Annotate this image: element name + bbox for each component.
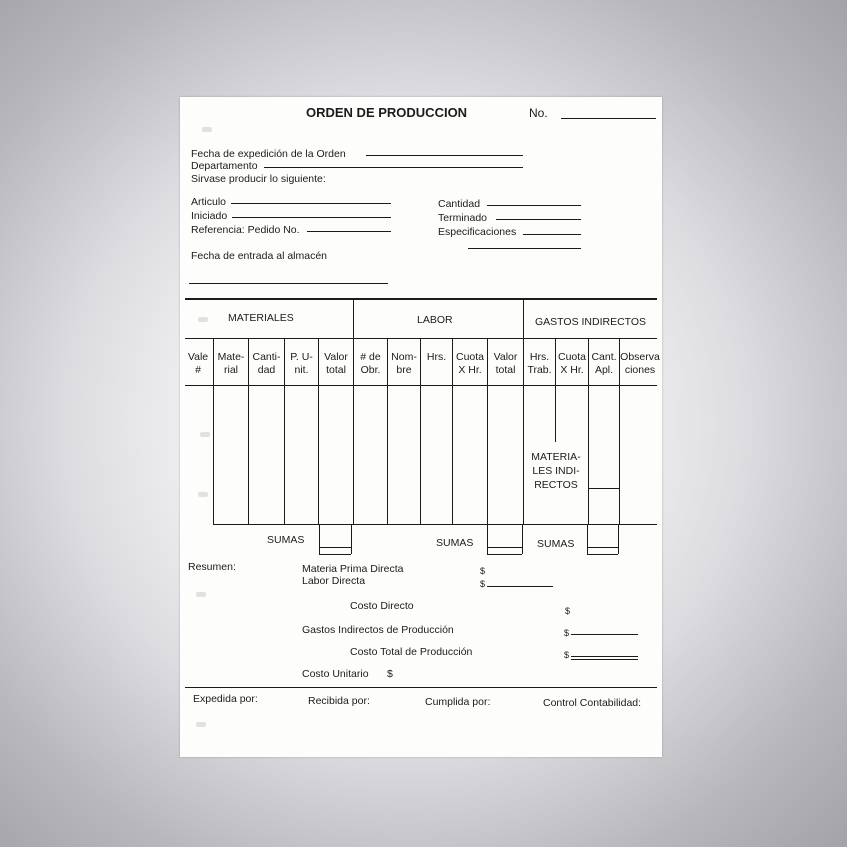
col-valor-total-labor: Valor total xyxy=(493,351,518,376)
table-bottom-border xyxy=(213,524,657,525)
cant-apl-subtotal-line xyxy=(588,488,619,489)
col-num-obr: # de Obr. xyxy=(360,351,381,376)
recibida-label: Recibida por: xyxy=(308,695,370,707)
cantidad-line xyxy=(487,205,581,206)
especificaciones-line xyxy=(523,234,581,235)
fecha-expedicion-label: Fecha de expedición de la Orden xyxy=(191,148,346,160)
terminado-line xyxy=(496,219,581,220)
departamento-label: Departamento xyxy=(191,160,258,172)
form-title: ORDEN DE PRODUCCION xyxy=(306,105,468,120)
section-divider-1 xyxy=(353,298,354,338)
col-line xyxy=(420,338,421,524)
costo-unitario-currency: $ xyxy=(387,668,393,680)
iniciado-label: Iniciado xyxy=(191,210,228,222)
articulo-line xyxy=(231,203,391,204)
sumas-box-edge xyxy=(522,524,523,554)
costo-directo-currency: $ xyxy=(565,606,571,616)
sumas-box-line xyxy=(587,547,618,548)
materiales-indirectos-label: MATERIA- LES INDI- RECTOS xyxy=(531,451,581,491)
sumas-box-line xyxy=(587,554,618,555)
margin-smudge xyxy=(202,127,212,132)
fecha-entrada-label: Fecha de entrada al almacén xyxy=(191,250,328,262)
sumas-box-line xyxy=(319,554,351,555)
sumas-box-line xyxy=(487,547,522,548)
fecha-expedicion-line xyxy=(366,155,523,156)
materia-prima-label: Materia Prima Directa xyxy=(302,563,404,575)
order-number-label: No. xyxy=(529,106,548,120)
margin-smudge xyxy=(198,317,208,322)
col-hrs-trab: Hrs. Trab. xyxy=(527,351,552,376)
sumas-box-edge xyxy=(618,524,619,554)
costo-total-double-line xyxy=(571,659,638,660)
sumas-gastos: SUMAS xyxy=(537,538,575,550)
gastos-indirectos-label: Gastos Indirectos de Producción xyxy=(302,624,454,636)
col-vale: Vale # xyxy=(187,351,209,376)
col-punit: P. U- nit. xyxy=(290,351,313,376)
sumas-box-edge xyxy=(351,524,352,554)
col-hrs: Hrs. xyxy=(426,351,447,363)
section-labor: LABOR xyxy=(417,314,453,326)
sumas-box-edge xyxy=(319,524,320,554)
iniciado-line xyxy=(232,217,391,218)
col-material: Mate- rial xyxy=(217,351,245,376)
materia-prima-currency: $ xyxy=(480,566,486,576)
costo-unitario-label: Costo Unitario xyxy=(302,668,369,680)
control-label: Control Contabilidad: xyxy=(543,697,642,709)
sumas-box-line xyxy=(487,554,522,555)
section-divider-2 xyxy=(523,298,524,338)
referencia-line xyxy=(307,231,391,232)
margin-smudge xyxy=(200,432,210,437)
costo-total-currency: $ xyxy=(564,650,570,660)
production-order-form xyxy=(180,97,662,757)
col-valor-total-materiales: Valor total xyxy=(324,351,348,376)
especificaciones-line-2 xyxy=(468,248,581,249)
footer-divider xyxy=(185,687,657,688)
labor-directa-line xyxy=(487,586,553,587)
especificaciones-label: Especificaciones xyxy=(438,226,517,238)
margin-smudge xyxy=(198,492,208,497)
labor-directa-label: Labor Directa xyxy=(302,575,366,587)
cantidad-label: Cantidad xyxy=(438,198,481,210)
sumas-box-edge xyxy=(587,524,588,554)
cumplida-label: Cumplida por: xyxy=(425,696,491,708)
departamento-line xyxy=(264,167,523,168)
gastos-indirectos-currency: $ xyxy=(564,628,570,638)
column-header-divider xyxy=(185,385,657,386)
costo-total-line xyxy=(571,656,638,657)
section-materiales: MATERIALES xyxy=(228,312,294,324)
expedida-label: Expedida por: xyxy=(193,693,258,705)
sumas-box-edge xyxy=(487,524,488,554)
order-number-line xyxy=(561,118,656,119)
sirvase-label: Sirvase producir lo siguiente: xyxy=(191,173,326,185)
sumas-box-line xyxy=(319,547,351,548)
referencia-label: Referencia: Pedido No. xyxy=(191,224,300,236)
margin-smudge xyxy=(196,592,206,597)
table-top-border xyxy=(185,298,657,300)
sumas-labor: SUMAS xyxy=(436,537,474,549)
col-cantidad: Canti- dad xyxy=(252,351,281,376)
col-cant-apl: Cant. Apl. xyxy=(591,351,617,376)
section-header-divider xyxy=(185,338,657,339)
terminado-label: Terminado xyxy=(438,212,488,224)
section-gastos: GASTOS INDIRECTOS xyxy=(535,316,647,328)
fecha-entrada-line xyxy=(189,283,388,284)
gastos-indirectos-line xyxy=(571,634,638,635)
articulo-label: Articulo xyxy=(191,196,227,208)
col-cuota-xhr-gastos: Cuota X Hr. xyxy=(557,351,587,376)
costo-total-label: Costo Total de Producción xyxy=(350,646,473,658)
resumen-label: Resumen: xyxy=(188,561,236,573)
col-cuota-xhr: Cuota X Hr. xyxy=(455,351,485,376)
col-nombre: Nom- bre xyxy=(391,351,417,376)
labor-directa-currency: $ xyxy=(480,579,486,589)
costo-directo-label: Costo Directo xyxy=(350,600,414,612)
margin-smudge xyxy=(196,722,206,727)
col-observaciones: Observa ciones xyxy=(620,351,660,376)
sumas-materiales: SUMAS xyxy=(267,534,305,546)
